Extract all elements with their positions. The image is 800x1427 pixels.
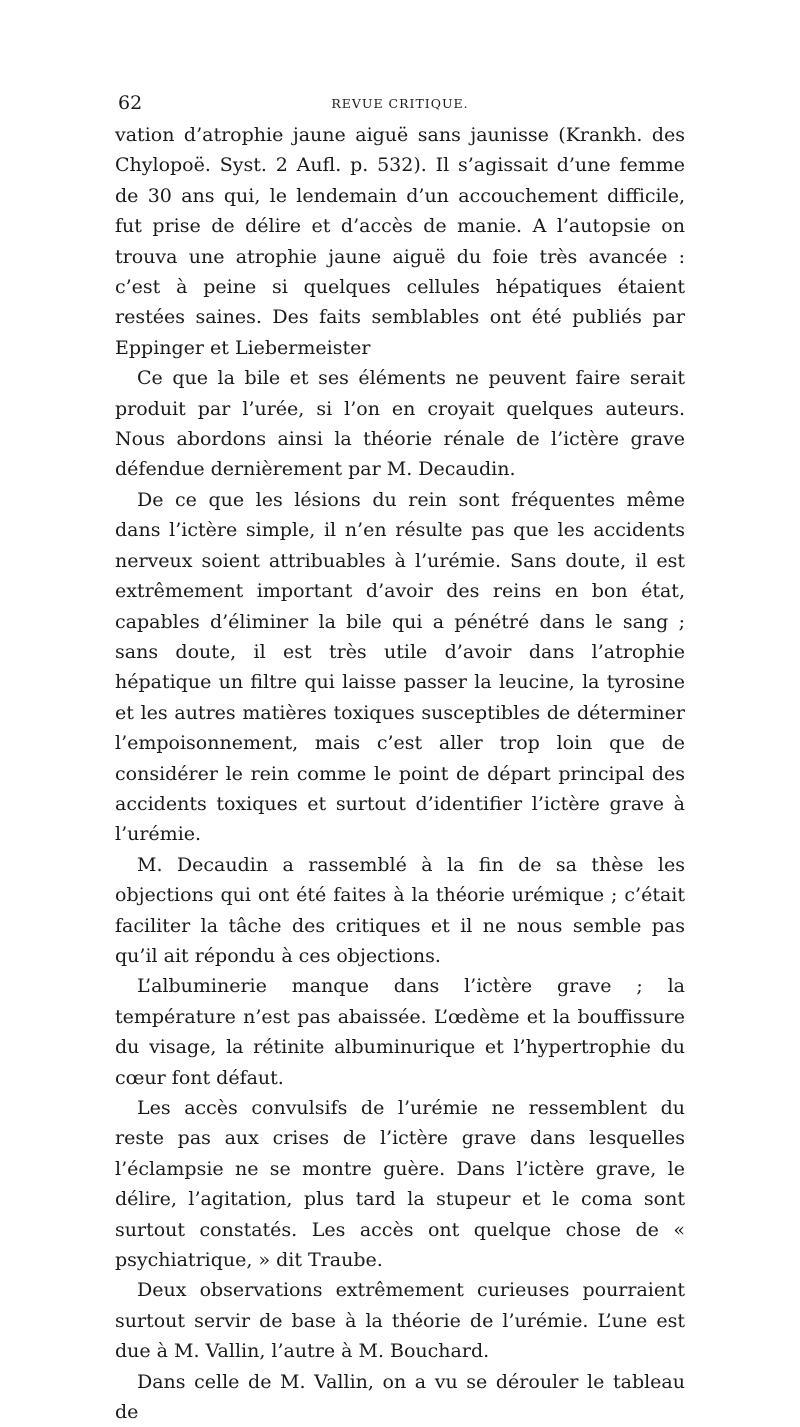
paragraph: De ce que les lésions du rein sont fréquentes même dans l’ictère simple, il n’en résulte pas que les accidents nerveux soient attribuables à l’urémie. Sans doute, il est extrêmement important d’avoir des reins en bon état, capables d’éliminer la bile qui a pénétré dans le sang ; sans doute, il est très utile d’avoir dans l’atrophie hépatique un filtre qui laisse passer la leucine, la tyrosine et les autres matières toxiques susceptibles de déterminer l’empoisonnement, mais c’est aller trop loin que de considérer le rein comme le point de départ principal des accidents toxiques et surtout d’identifier l’ictère grave à l’urémie. <box>115 488 685 846</box>
journal-title: REVUE CRITIQUE. <box>331 96 469 111</box>
paragraph: M. Decaudin a rassemblé à la fin de sa thèse les objections qui ont été faites à la théorie urémique ; c’était faciliter la tâche des critiques et il ne nous semble pas qu’il ait répondu à ces objections. <box>115 853 685 967</box>
paragraph-continuation: vation d’atrophie jaune aiguë sans jaunisse (Krankh. des Chylopoë. Syst. 2 Aufl. p. 532). Il s’agissait d’une femme de 30 ans qui, le lendemain d’un accouchement difficile, fut prise de délire et d’accès de manie. A l’autopsie on trouva une atrophie jaune aiguë du foie très avancée : c’est à peine si quelques cellules hépatiques étaient restées saines. Des faits semblables ont été publiés par Eppinger et Liebermeister <box>115 124 685 359</box>
running-head <box>115 92 685 120</box>
page-number: 62 <box>118 92 143 114</box>
paragraph: Dans celle de M. Vallin, on a vu se dérouler le tableau de <box>115 1370 685 1424</box>
paragraph: L’albuminerie manque dans l’ictère grave ; la température n’est pas abaissée. L’œdème et la bouffissure du visage, la rétinite albuminurique et l’hypertrophie du cœur font défaut. <box>115 975 685 1089</box>
body-text <box>115 120 685 1427</box>
paragraph: Deux observations extrêmement curieuses pourraient surtout servir de base à la théorie de l’urémie. L’une est due à M. Vallin, l’autre à M. Bouchard. <box>115 1279 685 1363</box>
page-content <box>115 92 685 1427</box>
paragraph: Ce que la bile et ses éléments ne peuvent faire serait produit par l’urée, si l’on en croyait quelques auteurs. Nous abordons ainsi la théorie rénale de l’ictère grave défendue dernièrement par M. Decaudin. <box>115 367 685 481</box>
paragraph: Les accès convulsifs de l’urémie ne ressemblent du reste pas aux crises de l’ictère grave dans lesquelles l’éclampsie ne se montre guère. Dans l’ictère grave, le délire, l’agitation, plus tard la stupeur et le coma sont surtout constatés. Les accès ont quelque chose de « psychiatrique, » dit Traube. <box>115 1097 685 1272</box>
